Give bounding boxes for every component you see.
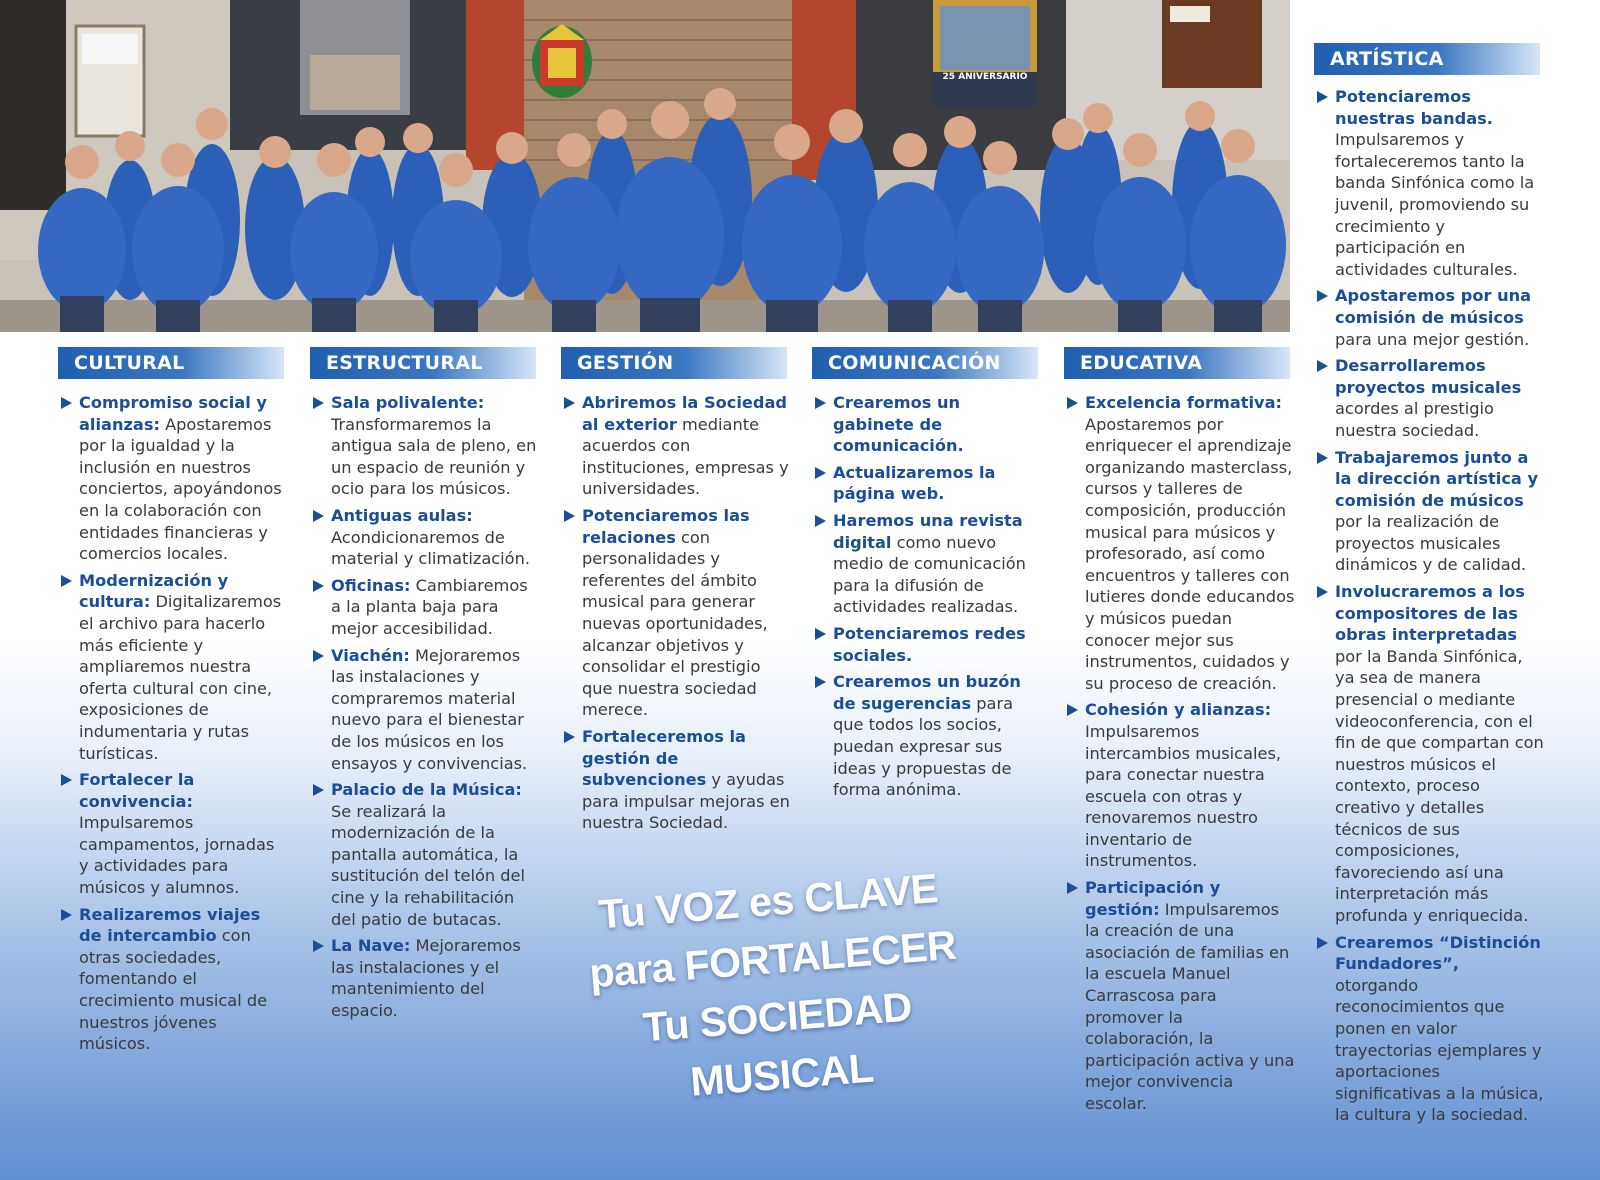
list-item: Viachén: Mejoraremos las instalaciones y compraremos material nuevo para el bienestar de los músicos en los ensayos y convivencias. <box>310 645 538 775</box>
triangle-bullet-icon <box>564 731 575 743</box>
list-item: Crearemos “Distinción Fundadores”, otorgando reconocimientos que ponen en valor trayectorias ejemplares y aportaciones significativas a la música, la cultura y la sociedad. <box>1314 932 1546 1126</box>
list-item: Fortaleceremos la gestión de subvenciones y ayudas para impulsar mejoras en nuestra Sociedad. <box>561 726 793 834</box>
section-header-educativa: EDUCATIVA <box>1064 347 1290 379</box>
triangle-bullet-icon <box>1317 937 1328 949</box>
column-educativa <box>1064 392 1296 1120</box>
list-item: Potenciaremos redes sociales. <box>812 623 1044 666</box>
triangle-bullet-icon <box>1317 290 1328 302</box>
triangle-bullet-icon <box>815 397 826 409</box>
slogan-line-2: para FORTALECER <box>587 921 958 997</box>
list-item: Antiguas aulas: Acondicionaremos de material y climatización. <box>310 505 538 570</box>
list-item: Crearemos un buzón de sugerencias para que todos los socios, puedan expresar sus ideas y propuestas de forma anónima. <box>812 671 1044 801</box>
list-item: Involucraremos a los compositores de las obras interpretadas por la Banda Sinfónica, ya sea de manera presencial o mediante videoconferencia, con el fin de que compartan con nuestros músicos el contexto, proceso creativo y detalles técnicos de sus composiciones, favoreciendo así una interpretación más profunda y enriquecida. <box>1314 581 1546 927</box>
triangle-bullet-icon <box>1067 882 1078 894</box>
list-item: Abriremos la Sociedad al exterior mediante acuerdos con instituciones, empresas y universidades. <box>561 392 793 500</box>
section-header-artistica: ARTÍSTICA <box>1314 43 1540 75</box>
triangle-bullet-icon <box>61 397 72 409</box>
triangle-bullet-icon <box>313 650 324 662</box>
triangle-bullet-icon <box>815 676 826 688</box>
triangle-bullet-icon <box>1317 452 1328 464</box>
column-artistica <box>1314 86 1546 1131</box>
list-item: Modernización y cultura: Digitalizaremos el archivo para hacerlo más eficiente y ampliaremos nuestra oferta cultural con cine, exposiciones de indumentaria y rutas turísticas. <box>58 570 286 764</box>
section-header-cultural: CULTURAL <box>58 347 284 379</box>
triangle-bullet-icon <box>313 397 324 409</box>
list-item: Realizaremos viajes de intercambio con otras sociedades, fomentando el crecimiento musical de nuestros jóvenes músicos. <box>58 904 286 1055</box>
list-item: Crearemos un gabinete de comunicación. <box>812 392 1044 457</box>
list-item: Fortalecer la convivencia: Impulsaremos campamentos, jornadas y actividades para músicos y alumnos. <box>58 769 286 899</box>
list-item: Potenciaremos las relaciones con personalidades y referentes del ámbito musical para generar nuevas oportunidades, alcanzar objetivos y consolidar el prestigio que nuestra sociedad merece. <box>561 505 793 721</box>
list-item: Oficinas: Cambiaremos a la planta baja para mejor accesibilidad. <box>310 575 538 640</box>
triangle-bullet-icon <box>1317 586 1328 598</box>
triangle-bullet-icon <box>1317 360 1328 372</box>
list-item: Apostaremos por una comisión de músicos para una mejor gestión. <box>1314 285 1546 350</box>
triangle-bullet-icon <box>564 397 575 409</box>
section-header-estructural: ESTRUCTURAL <box>310 347 536 379</box>
list-item: Cohesión y alianzas: Impulsaremos intercambios musicales, para conectar nuestra escuela con otras y renovaremos nuestro inventario de instrumentos. <box>1064 699 1296 872</box>
section-header-comunicacion: COMUNICACIÓN <box>812 347 1038 379</box>
triangle-bullet-icon <box>1317 91 1328 103</box>
list-item: Participación y gestión: Impulsaremos la creación de una asociación de familias en la escuela Manuel Carrascosa para promover la colaboración, la participación activa y una mejor convivencia escolar. <box>1064 877 1296 1115</box>
triangle-bullet-icon <box>61 909 72 921</box>
triangle-bullet-icon <box>1067 704 1078 716</box>
triangle-bullet-icon <box>815 467 826 479</box>
list-item: Actualizaremos la página web. <box>812 462 1044 505</box>
triangle-bullet-icon <box>61 774 72 786</box>
slogan-line-1: Tu VOZ es CLAVE <box>597 865 940 938</box>
column-estructural <box>310 392 538 1027</box>
list-item: Potenciaremos nuestras bandas. Impulsaremos y fortaleceremos tanto la banda Sinfónica como la juvenil, promoviendo su crecimiento y participación en actividades culturales. <box>1314 86 1546 280</box>
triangle-bullet-icon <box>313 940 324 952</box>
column-comunicacion <box>812 392 1044 806</box>
group-photo <box>0 0 1290 332</box>
list-item: Haremos una revista digital como nuevo medio de comunicación para la difusión de actividades realizadas. <box>812 510 1044 618</box>
list-item: Excelencia formativa: Apostaremos por enriquecer el aprendizaje organizando masterclass, cursos y talleres de composición, producción musical para músicos y profesorado, así como encuentros y talleres con lutieres donde educandos y músicos puedan conocer mejor sus instrumentos, cuidados y su proceso de creación. <box>1064 392 1296 694</box>
list-item: Compromiso social y alianzas: Apostaremos por la igualdad y la inclusión en nuestros conciertos, apoyándonos en la colaboración con entidades financieras y comercios locales. <box>58 392 286 565</box>
column-cultural <box>58 392 286 1060</box>
list-item: La Nave: Mejoraremos las instalaciones y el mantenimiento del espacio. <box>310 935 538 1021</box>
list-item: Sala polivalente: Transformaremos la antigua sala de pleno, en un espacio de reunión y ocio para los músicos. <box>310 392 538 500</box>
triangle-bullet-icon <box>313 580 324 592</box>
poster-text: 25 ANIVERSARIO <box>942 72 1028 82</box>
triangle-bullet-icon <box>313 784 324 796</box>
triangle-bullet-icon <box>564 510 575 522</box>
slogan-line-3: Tu SOCIEDAD MUSICAL <box>641 983 914 1105</box>
triangle-bullet-icon <box>61 575 72 587</box>
triangle-bullet-icon <box>313 510 324 522</box>
section-header-gestion: GESTIÓN <box>561 347 787 379</box>
column-gestion <box>561 392 793 839</box>
triangle-bullet-icon <box>815 628 826 640</box>
list-item: Trabajaremos junto a la dirección artística y comisión de músicos por la realización de proyectos musicales dinámicos y de calidad. <box>1314 447 1546 577</box>
anniversary-poster <box>933 0 1037 108</box>
list-item: Desarrollaremos proyectos musicales acordes al prestigio nuestra sociedad. <box>1314 355 1546 441</box>
triangle-bullet-icon <box>815 515 826 527</box>
list-item: Palacio de la Música: Se realizará la modernización de la pantalla automática, la sustitución del telón del cine y la rehabilitación del patio de butacas. <box>310 779 538 930</box>
slogan <box>547 855 1004 1121</box>
triangle-bullet-icon <box>1067 397 1078 409</box>
